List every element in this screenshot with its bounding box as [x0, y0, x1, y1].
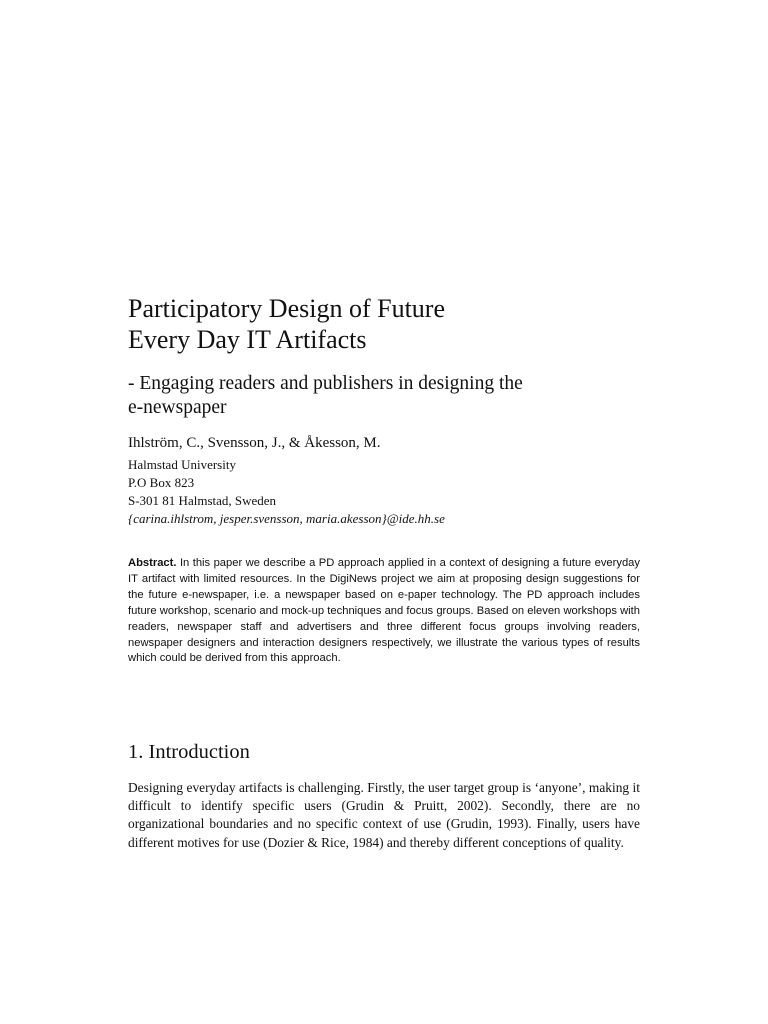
paper-page: [128, 0, 640, 1024]
paper-title-line-2: Every Day IT Artifacts: [128, 325, 367, 354]
paper-subtitle: [128, 372, 640, 420]
abstract-text: In this paper we describe a PD approach applied in a context of designing a future everyday IT artifact with limited resources. In the DigiNews project we aim at proposing design suggestions for the future e-newspaper, i.e. a newspaper based on e-paper technology. The PD approach includes future workshop, scenario and mock-up techniques and focus groups. Based on eleven workshops with readers, newspaper staff and advertisers and three different focus groups involving readers, newspaper designers and interaction designers respectively, we illustrate the various types of results which could be derived from this approach.: [128, 557, 640, 665]
abstract-label: Abstract.: [128, 557, 177, 569]
paper-title-line-1: Participatory Design of Future: [128, 294, 445, 323]
author-list: Ihlström, C., Svensson, J., & Åkesson, M.: [128, 435, 381, 451]
section-heading-introduction: 1. Introduction: [128, 741, 250, 763]
institution-name: Halmstad University: [128, 457, 236, 472]
paper-subtitle-line-2: e-newspaper: [128, 397, 227, 418]
abstract-paragraph: [128, 556, 640, 667]
paper-subtitle-line-1: - Engaging readers and publishers in designing the: [128, 373, 523, 394]
paper-title: [128, 293, 640, 355]
address-line-2: S-301 81 Halmstad, Sweden: [128, 493, 277, 508]
introduction-paragraph: Designing everyday artifacts is challenging. Firstly, the user target group is ‘anyone’, making it difficult to identify specific users (Grudin & Pruitt, 2002). Secondly, there are no organizational boundaries and no specific context of use (Grudin, 1993). Finally, users have different motives for use (Dozier & Rice, 1984) and thereby different conceptions of quality.: [128, 780, 640, 850]
address-line-1: P.O Box 823: [128, 475, 195, 490]
author-emails: {carina.ihlstrom, jesper.svensson, maria.akesson}@ide.hh.se: [128, 511, 445, 526]
affiliation-block: [128, 456, 445, 528]
